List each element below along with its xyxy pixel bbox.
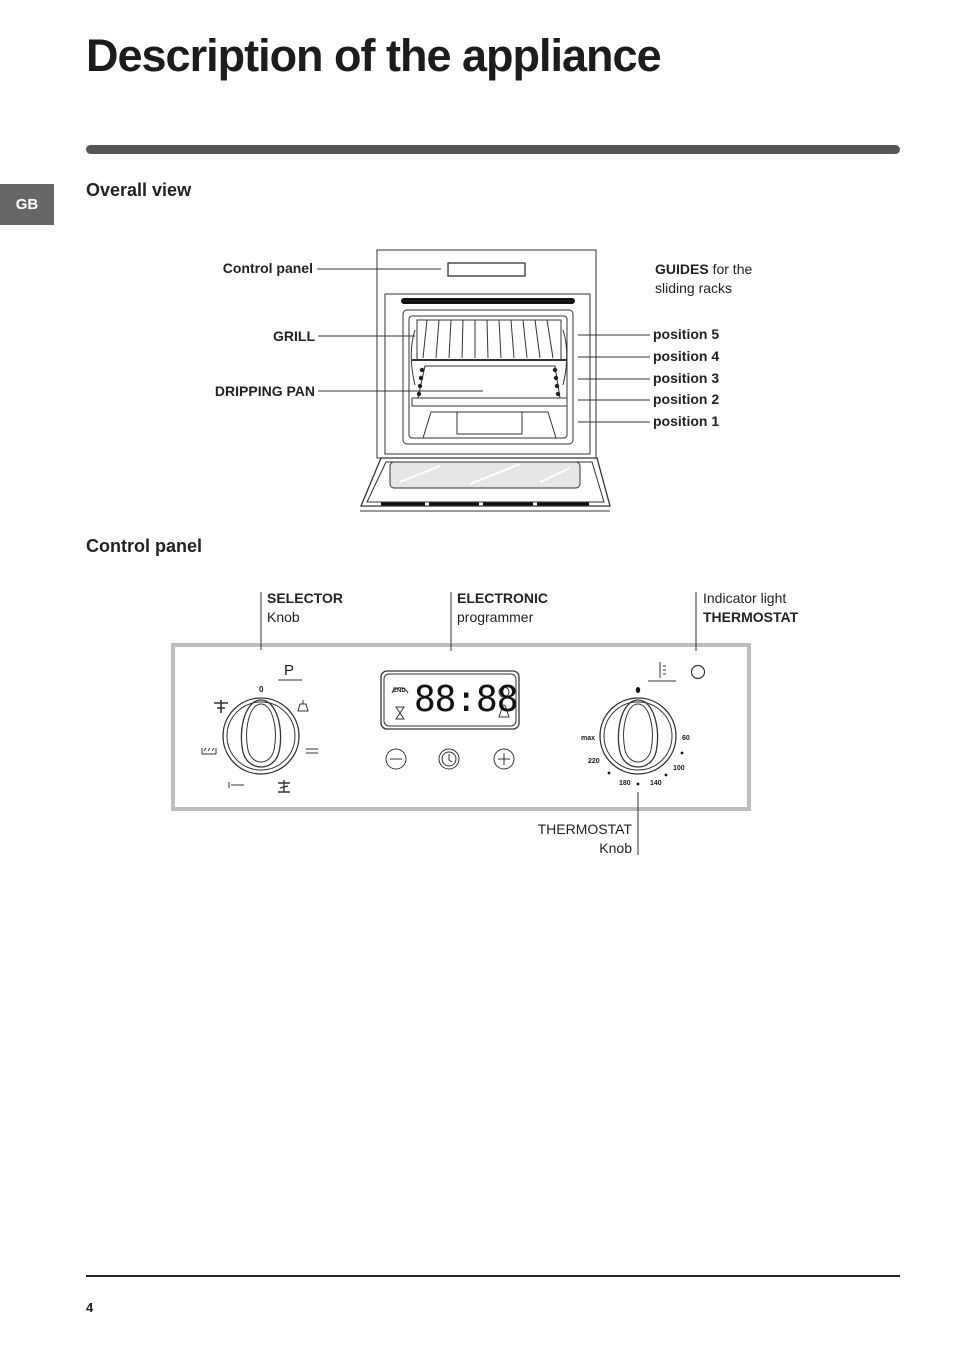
bottom-rule — [86, 1275, 900, 1277]
selector-p-label: P — [284, 662, 295, 679]
thermo-scale-220: 220 — [588, 758, 600, 765]
indicator-line2: THERMOSTAT — [703, 609, 799, 625]
dripping-pan-label: DRIPPING PAN — [214, 383, 315, 399]
thermostat-line1: THERMOSTAT — [537, 821, 632, 837]
guides-rest: for the — [708, 261, 753, 277]
position-3-label: position 3 — [653, 370, 720, 386]
thermo-scale-max: max — [581, 735, 596, 742]
language-tab: GB — [0, 184, 54, 225]
control-panel-label: Control panel — [222, 260, 313, 276]
page-title: Description of the appliance — [86, 30, 661, 81]
overall-view-heading: Overall view — [86, 180, 192, 200]
indicator-line1: Indicator light — [703, 590, 787, 606]
display-end-label: END — [393, 688, 406, 694]
page-number: 4 — [86, 1300, 94, 1315]
position-5-label: position 5 — [653, 326, 720, 342]
electronic-title: ELECTRONIC — [457, 590, 548, 606]
guides-line2: sliding racks — [655, 280, 733, 296]
guides-bold: GUIDES — [655, 261, 709, 277]
control-panel-illustration — [173, 592, 749, 855]
thermo-scale-180: 180 — [619, 780, 631, 787]
control-panel-heading: Control panel — [86, 536, 202, 556]
thermostat-line2: Knob — [599, 840, 632, 856]
thermo-scale-140: 140 — [650, 780, 662, 787]
oven-illustration — [360, 250, 610, 511]
position-1-label: position 1 — [653, 413, 720, 429]
selector-sub: Knob — [267, 609, 300, 625]
position-2-label: position 2 — [653, 391, 720, 407]
grill-label: GRILL — [273, 328, 315, 344]
thermo-scale-100: 100 — [673, 765, 685, 772]
thermo-scale-60: 60 — [682, 735, 690, 742]
electronic-sub: programmer — [457, 609, 534, 625]
selector-title: SELECTOR — [267, 590, 343, 606]
guides-label — [655, 260, 752, 279]
display-digits: 88:88 — [414, 679, 518, 720]
selector-zero-label: 0 — [259, 685, 264, 694]
position-4-label: position 4 — [653, 348, 720, 364]
